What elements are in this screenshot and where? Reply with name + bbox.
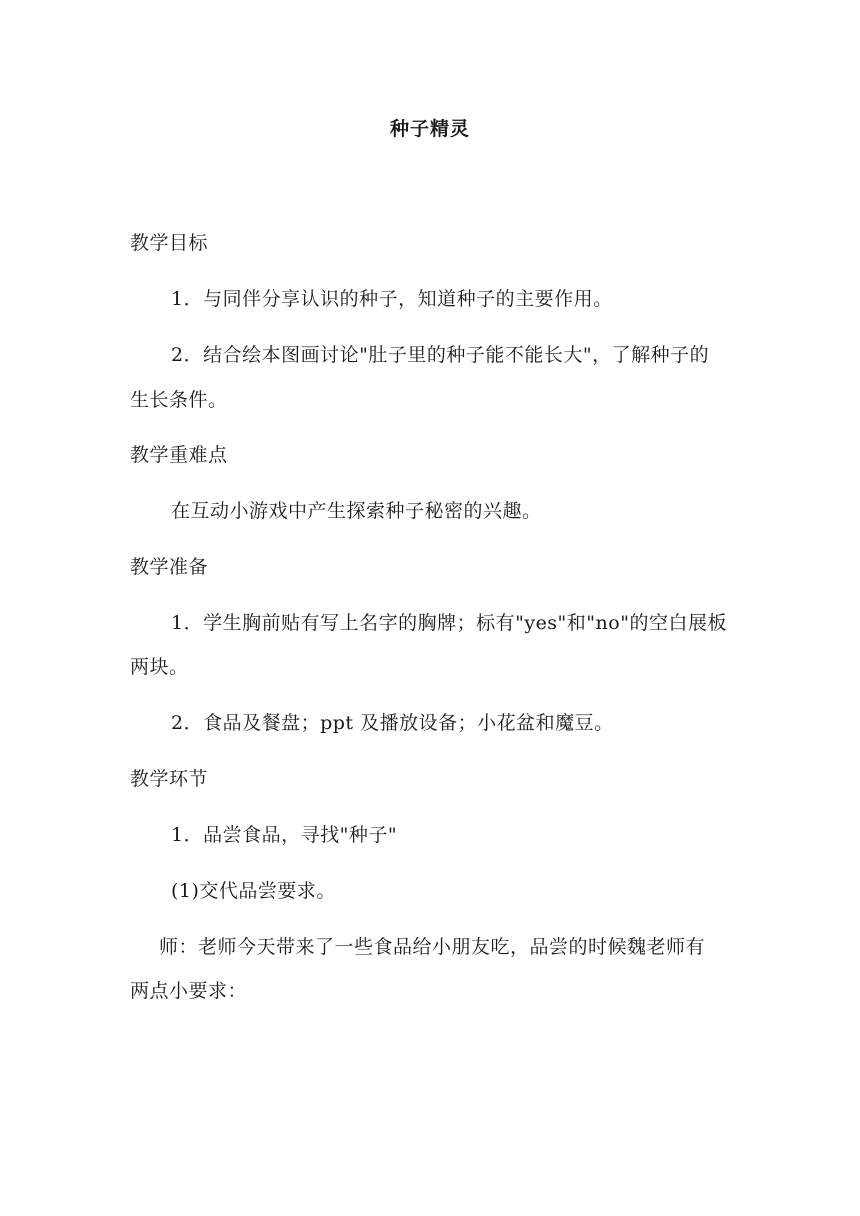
section-heading-preparation: 教学准备 — [130, 556, 209, 578]
prep-item-2: 2．食品及餐盘；ppt 及播放设备；小花盆和魔豆。 — [171, 712, 614, 734]
teacher-speech-line-1: 师：老师今天带来了一些食品给小朋友吃，品尝的时候魏老师有 — [159, 936, 706, 958]
section-heading-key-points: 教学重难点 — [130, 444, 228, 466]
section-heading-teaching-steps: 教学环节 — [130, 768, 209, 790]
goal-item-2-line-1: 2．结合绘本图画讨论"肚子里的种子能不能长大"，了解种子的 — [171, 344, 710, 366]
prep-item-1-line-1: 1．学生胸前贴有写上名字的胸牌；标有"yes"和"no"的空白展板 — [171, 612, 727, 634]
prep-item-1-line-2: 两块。 — [130, 656, 189, 678]
teacher-speech-line-2: 两点小要求： — [130, 980, 248, 1002]
section-heading-teaching-goals: 教学目标 — [130, 232, 209, 254]
document-title: 种子精灵 — [389, 118, 470, 140]
key-point-item: 在互动小游戏中产生探索种子秘密的兴趣。 — [171, 500, 542, 522]
goal-item-1: 1．与同伴分享认识的种子，知道种子的主要作用。 — [171, 288, 613, 310]
goal-item-2-line-2: 生长条件。 — [130, 389, 228, 411]
step-item-1: 1．品尝食品，寻找"种子" — [171, 824, 398, 846]
step-item-1-sub-1: (1)交代品尝要求。 — [171, 880, 336, 902]
